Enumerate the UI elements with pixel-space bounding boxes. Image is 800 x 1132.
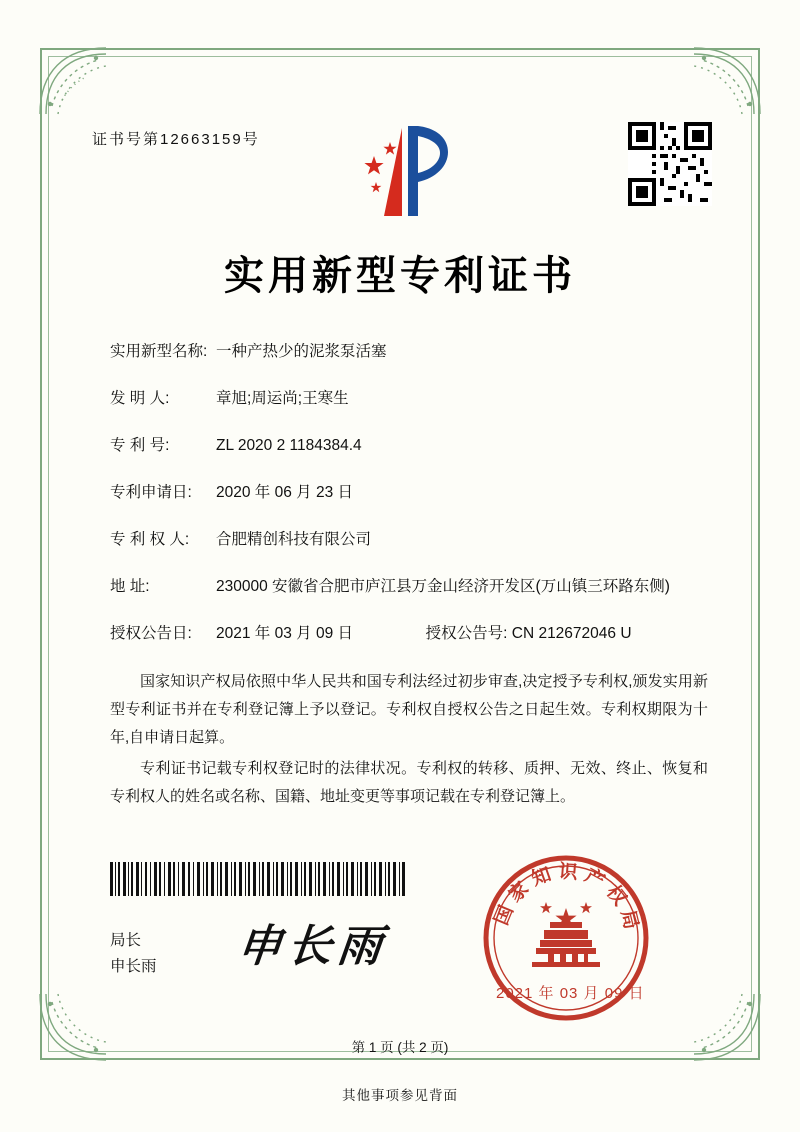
field-inventors [110, 387, 708, 411]
paragraph-2: 专利证书记载专利权登记时的法律状况。专利权的转移、质押、无效、终止、恢复和专利权人的姓名或名称、国籍、地址变更等事项记载在专利登记簿上。 [110, 760, 708, 805]
field-patent-number [110, 434, 708, 458]
field-value: 230000 安徽省合肥市庐江县万金山经济开发区(万山镇三环路东侧) [216, 578, 670, 596]
svg-text:国家知识产权局: 国家知识产权局 [490, 860, 644, 938]
field-announcement [110, 622, 708, 646]
qr-code [628, 122, 712, 206]
director-name: 申长雨 [110, 958, 157, 976]
certificate-number: 证书号第12663159号 [92, 131, 260, 148]
seal-date: 2021 年 03 月 09 日 [496, 985, 645, 1002]
paragraph-1: 国家知识产权局依照中华人民共和国专利法经过初步审查,决定授予专利权,颁发实用新型专利证书并在专利登记簿上予以登记。专利权自授权公告之日起生效。专利权期限为十年,自申请日起算。 [110, 673, 708, 746]
field-value: 一种产热少的泥浆泵活塞 [216, 343, 387, 360]
announcement-date-value: 2021 年 03 月 09 日 [216, 625, 353, 643]
page-title: 实用新型专利证书 [224, 253, 576, 299]
field-label: 专 利 权 人: [110, 531, 190, 549]
field-label: 地 址: [110, 578, 150, 596]
field-label: 实用新型名称: [110, 343, 208, 360]
cnipa-logo-icon [352, 120, 456, 224]
field-value: ZL 2020 2 1184384.4 [216, 437, 362, 455]
footer-note: 其他事项参见背面 [342, 1088, 458, 1103]
field-patentee [110, 528, 708, 552]
field-list [110, 340, 708, 669]
announcement-date-label: 授权公告日: [110, 625, 192, 643]
field-value: 章旭;周运尚;王寒生 [216, 390, 349, 408]
handwritten-signature: 申长雨 [234, 921, 391, 972]
signature-block [110, 928, 157, 981]
barcode [110, 862, 410, 896]
page-number: 第 1 页 (共 2 页) [351, 1040, 449, 1055]
field-label: 专 利 号: [110, 437, 170, 455]
field-label: 发 明 人: [110, 390, 170, 408]
field-address [110, 575, 708, 599]
body-text [110, 668, 708, 815]
announcement-no-label: 授权公告号: [425, 625, 508, 643]
field-value: 2020 年 06 月 23 日 [216, 484, 353, 502]
field-application-date [110, 481, 708, 505]
field-utility-model-name [110, 340, 708, 364]
field-value: 合肥精创科技有限公司 [216, 531, 372, 549]
field-label: 专利申请日: [110, 484, 192, 502]
announcement-no-value: CN 212672046 U [511, 625, 632, 643]
director-title-label: 局长 [110, 932, 142, 949]
